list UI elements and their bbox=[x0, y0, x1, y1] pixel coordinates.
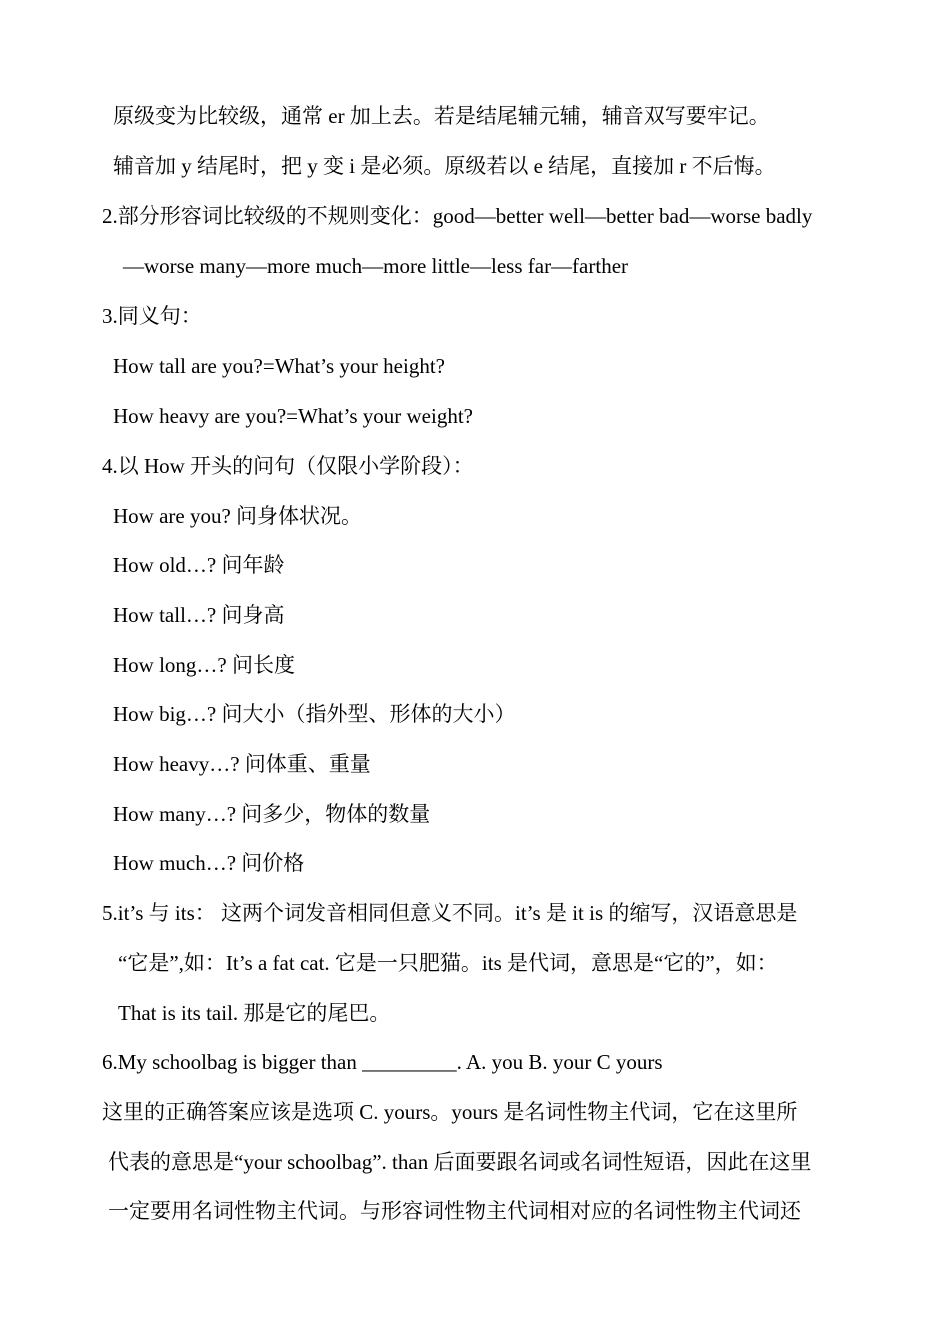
text-line: How heavy…? 问体重、重量 bbox=[113, 752, 371, 776]
text-line: How old…? 问年龄 bbox=[113, 553, 285, 577]
text-line: How tall are you?=What’s your height? bbox=[113, 354, 445, 378]
text-line: 这里的正确答案应该是选项 C. yours。yours 是名词性物主代词，它在这里所 bbox=[102, 1100, 798, 1124]
text-line: 辅音加 y 结尾时，把 y 变 i 是必须。原级若以 e 结尾，直接加 r 不后悔。 bbox=[113, 154, 776, 178]
text-line: How long…? 问长度 bbox=[113, 653, 295, 677]
text-line: 5.it’s 与 its： 这两个词发音相同但意义不同。it’s 是 it is 的缩写，汉语意思是 bbox=[102, 901, 798, 925]
text-line: 代表的意思是“your schoolbag”. than 后面要跟名词或名词性短语，因此在这里 bbox=[108, 1150, 812, 1174]
text-line: How heavy are you?=What’s your weight? bbox=[113, 404, 473, 428]
text-line: How tall…? 问身高 bbox=[113, 603, 285, 627]
text-line: How much…? 问价格 bbox=[113, 851, 305, 875]
text-line: How are you? 问身体状况。 bbox=[113, 504, 363, 528]
text-line: —worse many—more much—more little—less far—farther bbox=[123, 254, 629, 278]
text-line: How many…? 问多少，物体的数量 bbox=[113, 802, 431, 826]
text-line: That is its tail. 那是它的尾巴。 bbox=[118, 1001, 391, 1025]
text-line: “它是”,如：It’s a fat cat. 它是一只肥猫。its 是代词，意思是“它的”，如： bbox=[118, 951, 778, 975]
section-heading: 3.同义句： bbox=[102, 304, 202, 328]
text-line: 一定要用名词性物主代词。与形容词性物主代词相对应的名词性物主代词还 bbox=[108, 1199, 801, 1223]
text-line: 6.My schoolbag is bigger than _________. A. you B. your C yours bbox=[102, 1050, 663, 1074]
section-heading: 4.以 How 开头的问句（仅限小学阶段）： bbox=[102, 454, 474, 478]
text-line: How big…? 问大小（指外型、形体的大小） bbox=[113, 702, 516, 726]
text-line: 2.部分形容词比较级的不规则变化：good—better well—better bad—worse badly bbox=[102, 204, 813, 228]
text-line: 原级变为比较级，通常 er 加上去。若是结尾辅元辅，辅音双写要牢记。 bbox=[113, 104, 770, 128]
